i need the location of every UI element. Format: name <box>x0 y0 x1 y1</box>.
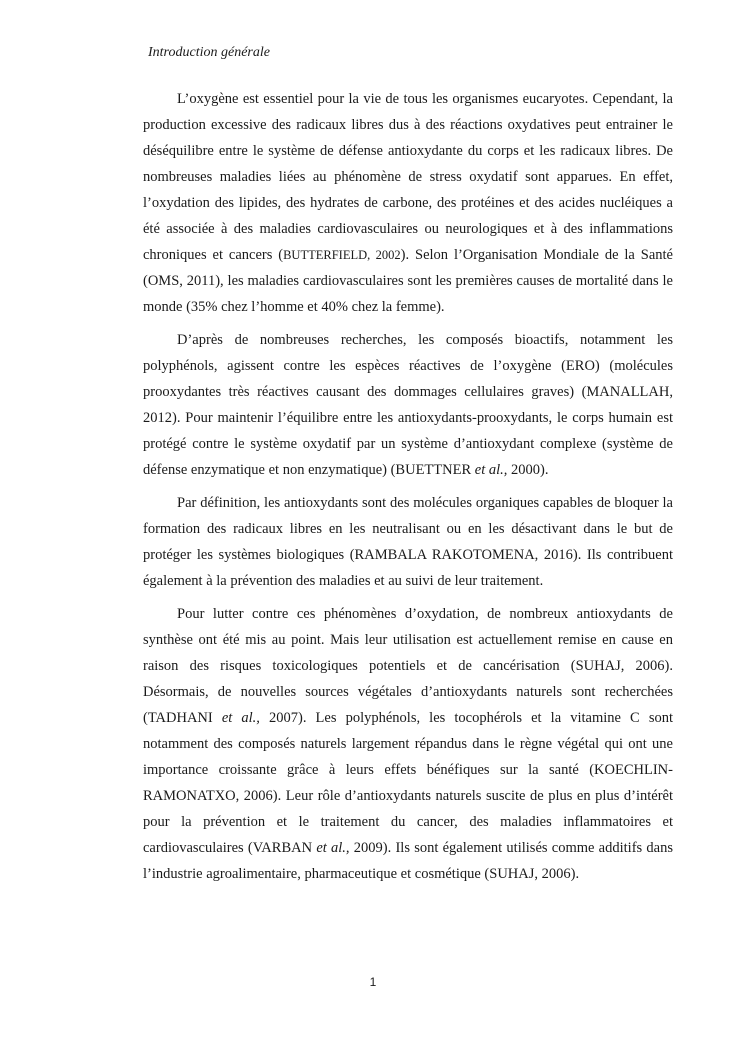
paragraph-2 <box>143 327 673 483</box>
paragraph-1 <box>143 86 673 320</box>
paragraph-2-text-a: D’après de nombreuses recherches, les composés bioactifs, notamment les polyphénols, agissent contre les espèces réactives de l’oxygène (ERO) (molécules prooxydantes très réactives causant des dommages cellulaires graves) (MANALLAH, 2012). Pour maintenir l’équilibre entre les antioxydants-prooxydants, le corps humain est protégé contre le système oxydatif par un système d’antioxydant complexe (système de défense enzymatique et non enzymatique) (BUETTNER <box>143 332 673 478</box>
paragraph-2-text-b: 2000). <box>507 462 549 478</box>
et-al-italic: et al., <box>221 710 260 726</box>
paragraph-1-text-a: L’oxygène est essentiel pour la vie de tous les organismes eucaryotes. Cependant, la production excessive des radicaux libres dus à des réactions oxydatives peut entrainer le déséquilibre entre le système de défense antioxydante du corps et les radicaux libres. De nombreuses maladies liées au phénomène de stress oxydatif sont apparues. En effet, l’oxydation des lipides, des hydrates de carbone, des protéines et des acides nucléiques a été associée à des maladies cardiovasculaires ou neurologiques et à des inflammations chroniques et cancers ( <box>143 91 673 263</box>
paragraph-4 <box>143 601 673 887</box>
page-header-title: Introduction générale <box>148 45 270 60</box>
citation-butterfield: BUTTERFIELD, 2002 <box>283 248 401 262</box>
page-number: 1 <box>369 975 377 989</box>
paragraph-3: Par définition, les antioxydants sont des molécules organiques capables de bloquer la formation des radicaux libres en les neutralisant ou en les désactivant dans le but de protéger les systèmes biologiques (RAMBALA RAKOTOMENA, 2016). Ils contribuent également à la prévention des maladies et au suivi de leur traitement. <box>143 495 673 589</box>
document-body <box>143 86 673 894</box>
paragraph-1-text-b: ). Selon l’Organisation Mondiale de la Santé (OMS, 2011), les maladies cardiovasculaires sont les premières causes de mortalité dans le monde (35% chez l’homme et 40% chez la femme). <box>143 247 673 315</box>
et-al-italic: et al., <box>474 462 508 478</box>
paragraph-4-text-c: 2009). Ils sont également utilisés comme additifs dans l’industrie agroalimentaire, pharmaceutique et cosmétique (SUHAJ, 2006). <box>143 840 673 882</box>
paragraph-4-text-b: 2007). Les polyphénols, les tocophérols et la vitamine C sont notamment des composés naturels largement répandus dans le règne végétal qui ont une importance croissante grâce à leurs effets bénéfiques sur la santé (KOECHLIN-RAMONATXO, 2006). Leur rôle d’antioxydants naturels suscite de plus en plus d’intérêt pour la prévention et le traitement du cancer, des maladies inflammatoires et cardiovasculaires (VARBAN <box>143 710 673 856</box>
et-al-italic: et al., <box>316 840 350 856</box>
paragraph-4-text-a: Pour lutter contre ces phénomènes d’oxydation, de nombreux antioxydants de synthèse ont été mis au point. Mais leur utilisation est actuellement remise en cause en raison des risques toxicologiques potentiels et de cancérisation (SUHAJ, 2006). Désormais, de nouvelles sources végétales d’antioxydants naturels sont recherchées (TADHANI <box>143 606 673 726</box>
